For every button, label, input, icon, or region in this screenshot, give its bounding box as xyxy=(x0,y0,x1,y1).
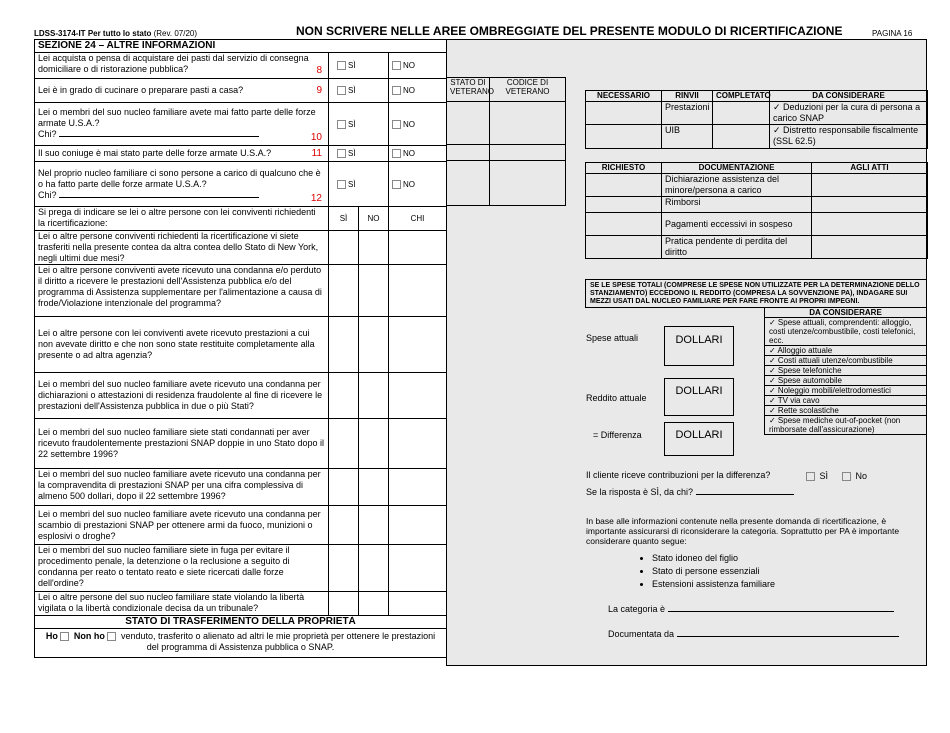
yes-cell[interactable] xyxy=(329,592,359,616)
question-row: Lei o altre persone conviventi avete ricevuto una condanna e/o perduto il diritto a ricevere le prestazioni dell'Assistenza pubblica e/o del programma di Assistenza supplementare per l'alimentazione a causa di frode/Violazione intenzionale del programma? xyxy=(35,265,329,317)
question-11: Il suo coniuge è mai stato parte delle forze armate U.S.A.? 11 xyxy=(35,146,329,162)
question-row: Lei o altre persone conviventi richiedenti la ricertificazione vi siete trasferiti nella presente contea da altra contea dello Stato di New York, negli ultimi due mesi? xyxy=(35,231,329,265)
bullet-item: • Stato idoneo del figlio xyxy=(652,552,775,565)
section24-table xyxy=(34,39,447,658)
indicate-text: Si prega di indicare se lei o altre persone con lei conviventi richiedenti la ricertificazione: xyxy=(35,207,329,231)
col-documentation: DOCUMENTAZIONE xyxy=(662,163,812,174)
doc-item: Pagamenti eccessivi in sospeso xyxy=(662,213,812,236)
consider-header: DA CONSIDERARE xyxy=(765,308,927,318)
veteran-code-cell[interactable] xyxy=(490,161,566,206)
consider-item: ✓ Distretto responsabile fiscalmente (SSL 62.5) xyxy=(770,125,928,149)
documented-by-field[interactable] xyxy=(677,636,899,637)
page-title: NON SCRIVERE NELLE AREE OMBREGGIATE DEL PRESENTE MODULO DI RICERTIFICAZIONE xyxy=(296,24,843,38)
consider-item: ✓ Rette scolastiche xyxy=(765,406,927,416)
who-cell[interactable] xyxy=(389,265,447,317)
no-cell[interactable] xyxy=(359,265,389,317)
question-row: Lei o membri del suo nucleo familiare avete ricevuto una condanna per dichiarazioni o attestazioni di residenza fraudolente al fine di ricevere le prestazioni dell'Assistenza pubblica in due o più Stati? xyxy=(35,373,329,419)
consider-item: ✓ Spese telefoniche xyxy=(765,366,927,376)
page-number: PAGINA 16 xyxy=(872,29,913,38)
col-who: CHI xyxy=(389,207,447,231)
who-cell[interactable] xyxy=(389,469,447,506)
referral-uib: UIB xyxy=(662,125,713,149)
q11-yes-checkbox[interactable]: SÌ xyxy=(329,146,389,162)
question-9: Lei è in grado di cucinare o preparare pasti a casa? 9 xyxy=(35,79,329,103)
no-cell[interactable] xyxy=(359,592,389,616)
doc-item: Dichiarazione assistenza del minore/persona a carico xyxy=(662,174,812,197)
bullet-item: • Stato di persone essenziali xyxy=(652,565,775,578)
who-cell[interactable] xyxy=(389,419,447,469)
who-cell[interactable] xyxy=(389,592,447,616)
no-cell[interactable] xyxy=(359,506,389,545)
on-file-cell[interactable] xyxy=(812,236,928,259)
question-row: Lei o membri del suo nucleo familiare siete stati condannati per aver ricevuto fraudolentemente prestazioni SNAP doppie in uno Stato dopo il 22 settembre 1996? xyxy=(35,419,329,469)
question-8: Lei acquista o pensa di acquistare dei pasti dal servizio di consegna domiciliare o di ristorazione pubblica? 8 xyxy=(35,53,329,79)
q9-yes-checkbox[interactable]: SÌ xyxy=(329,79,389,103)
veteran-status-cell[interactable] xyxy=(447,161,490,206)
yes-cell[interactable] xyxy=(329,469,359,506)
yes-cell[interactable] xyxy=(329,231,359,265)
q8-no-checkbox[interactable]: NO xyxy=(389,53,447,79)
referrals-table xyxy=(585,90,928,149)
who-cell[interactable] xyxy=(389,373,447,419)
necessary-cell[interactable] xyxy=(586,102,662,125)
question-10: Lei o membri del suo nucleo familiare avete mai fatto parte delle forze armate U.S.A.? Chi? 10 xyxy=(35,103,329,146)
consider-item: ✓ Deduzioni per la cura di persona a carico SNAP xyxy=(770,102,928,125)
if-yes-who-field[interactable] xyxy=(696,494,794,495)
if-yes-who: Se la risposta è SÌ, da chi? xyxy=(586,487,794,497)
col-consider: DA CONSIDERARE xyxy=(770,91,928,102)
transfer-title: STATO DI TRASFERIMENTO DELLA PROPRIETÀ xyxy=(35,616,447,629)
required-cell[interactable] xyxy=(586,174,662,197)
documented-by-line: Documentata da xyxy=(608,629,899,639)
consider-item: ✓ Spese mediche out-of-pocket (non rimborsate dall'assicurazione) xyxy=(765,416,927,435)
col-completed: COMPLETATO xyxy=(713,91,770,102)
no-cell[interactable] xyxy=(359,373,389,419)
col-on-file: AGLI ATTI xyxy=(812,163,928,174)
required-cell[interactable] xyxy=(586,213,662,236)
q9-no-checkbox[interactable]: NO xyxy=(389,79,447,103)
veteran-status-cell[interactable] xyxy=(447,145,490,161)
consider-item: ✓ Costi attuali utenze/combustibile xyxy=(765,356,927,366)
no-cell[interactable] xyxy=(359,317,389,373)
question-row: Lei o altre persone con lei conviventi avete ricevuto prestazioni a cui non avevate diritto e che non sono state restituite completamente alla presente o ad altra agenzia? xyxy=(35,317,329,373)
completed-cell[interactable] xyxy=(713,125,770,149)
on-file-cell[interactable] xyxy=(812,213,928,236)
q8-yes-checkbox[interactable]: SÌ xyxy=(329,53,389,79)
required-cell[interactable] xyxy=(586,236,662,259)
no-cell[interactable] xyxy=(359,231,389,265)
difference-field[interactable]: DOLLARI xyxy=(664,422,734,456)
contributions-no-checkbox[interactable]: No xyxy=(842,471,867,481)
q10-no-checkbox[interactable]: NO xyxy=(389,103,447,146)
col-yes: SÌ xyxy=(329,207,359,231)
yes-cell[interactable] xyxy=(329,506,359,545)
who-cell[interactable] xyxy=(389,545,447,592)
on-file-cell[interactable] xyxy=(812,197,928,213)
who-cell[interactable] xyxy=(389,317,447,373)
recert-text: In base alle informazioni contenute nella presente domanda di ricertificazione, è importante assicurarsi di riconsiderare la categoria. Soprattutto per PA è importante considerare quanto segue: xyxy=(586,516,900,546)
consider-item: ✓ Spese attuali, comprendenti: alloggio, costi utenze/combustibile, costi telefonici, ecc. xyxy=(765,318,927,346)
contributions-question: Il cliente riceve contribuzioni per la differenza? xyxy=(586,470,771,480)
col-necessary: NECESSARIO xyxy=(586,91,662,102)
consider-item: ✓ TV via cavo xyxy=(765,396,927,406)
difference-label: = Differenza xyxy=(593,430,642,440)
q12-no-checkbox[interactable]: NO xyxy=(389,162,447,207)
question-row: Lei o membri del suo nucleo familiare avete ricevuto una condanna per scambio di prestazioni SNAP per ottenere armi da fuoco, munizioni o esplosivi o droghe? xyxy=(35,506,329,545)
question-12: Nel proprio nucleo familiare ci sono persone a carico di qualcuno che è o ha fatto parte delle forze armate U.S.A.? Chi? 12 xyxy=(35,162,329,207)
doc-item: Rimborsi xyxy=(662,197,812,213)
referral-benefits: Prestazioni xyxy=(662,102,713,125)
current-expenses-label: Spese attuali xyxy=(586,333,639,343)
col-required: RICHIESTO xyxy=(586,163,662,174)
no-cell[interactable] xyxy=(359,419,389,469)
consider-item: ✓ Noleggio mobili/elettrodomestici xyxy=(765,386,927,396)
consider-item: ✓ Spese automobile xyxy=(765,376,927,386)
expenses-note: SE LE SPESE TOTALI (COMPRESE LE SPESE NON UTILIZZATE PER LA DETERMINAZIONE DELLO STANZIAMENTO) ECCEDONO IL REDDITO (COMPRESA LA SOVVENZIONE PA), INDAGARE SUI MEZZI USATI DAL NUCLEO FAMILIARE PER FARE FRONTE AI PROPRI IMPEGNI. xyxy=(585,279,927,308)
yes-cell[interactable] xyxy=(329,265,359,317)
no-cell[interactable] xyxy=(359,469,389,506)
who-cell[interactable] xyxy=(389,506,447,545)
completed-cell[interactable] xyxy=(713,102,770,125)
veteran-table xyxy=(446,77,566,206)
form-id: LDSS-3174-IT Per tutto lo stato (Rev. 07/20) xyxy=(34,29,198,38)
yes-cell[interactable] xyxy=(329,545,359,592)
yes-cell[interactable] xyxy=(329,419,359,469)
veteran-status-cell[interactable] xyxy=(447,102,490,145)
section24-title: SEZIONE 24 – ALTRE INFORMAZIONI xyxy=(35,40,447,53)
ho-checkbox[interactable] xyxy=(60,632,69,641)
current-income-label: Reddito attuale xyxy=(586,393,647,403)
q11-no-checkbox[interactable]: NO xyxy=(389,146,447,162)
contributions-yes-checkbox[interactable]: SÌ xyxy=(806,471,828,481)
required-cell[interactable] xyxy=(586,197,662,213)
veteran-code-cell[interactable] xyxy=(490,102,566,145)
recert-bullets xyxy=(638,552,775,591)
transfer-statement: Ho Non ho venduto, trasferito o alienato ad altri le mie proprietà per ottenere le prestazioni del programma di Assistenza pubblica o SNAP. xyxy=(35,629,447,658)
consider-table xyxy=(764,307,927,435)
current-expenses-field[interactable]: DOLLARI xyxy=(664,326,734,366)
veteran-code-cell[interactable] xyxy=(490,145,566,161)
category-line: La categoria è xyxy=(608,604,894,614)
doc-item: Pratica pendente di perdita del diritto xyxy=(662,236,812,259)
no-cell[interactable] xyxy=(359,545,389,592)
consider-item: ✓ Alloggio attuale xyxy=(765,346,927,356)
q10-yes-checkbox[interactable]: SÌ xyxy=(329,103,389,146)
current-income-field[interactable]: DOLLARI xyxy=(664,378,734,416)
documentation-table xyxy=(585,162,928,259)
yes-cell[interactable] xyxy=(329,317,359,373)
bullet-item: • Estensioni assistenza familiare xyxy=(652,578,775,591)
q12-yes-checkbox[interactable]: SÌ xyxy=(329,162,389,207)
col-no: NO xyxy=(359,207,389,231)
veteran-code-header: CODICE DI VETERANO xyxy=(490,78,566,102)
col-referrals: RINVII xyxy=(662,91,713,102)
on-file-cell[interactable] xyxy=(812,174,928,197)
category-field[interactable] xyxy=(668,611,894,612)
yes-cell[interactable] xyxy=(329,373,359,419)
question-row: Lei o altre persone del suo nucleo familiare state violando la libertà vigilata o la libertà condizionale decisa da un tribunale? xyxy=(35,592,329,616)
veteran-status-header: STATO DI VETERANO xyxy=(447,78,490,102)
who-cell[interactable] xyxy=(389,231,447,265)
non-ho-checkbox[interactable] xyxy=(107,632,116,641)
question-row: Lei o membri del suo nucleo familiare siete in fuga per evitare il procedimento penale, la detenzione o la reclusione a seguito di condanna per reato o tentato reato e siete ricercati dalle forze dell'ordine? xyxy=(35,545,329,592)
necessary-cell[interactable] xyxy=(586,125,662,149)
question-row: Lei o membri del suo nucleo familiare avete ricevuto una condanna per la compravendita di prestazioni SNAP per una cifra complessiva di almeno 500 dollari, dopo il 22 settembre 1996? xyxy=(35,469,329,506)
